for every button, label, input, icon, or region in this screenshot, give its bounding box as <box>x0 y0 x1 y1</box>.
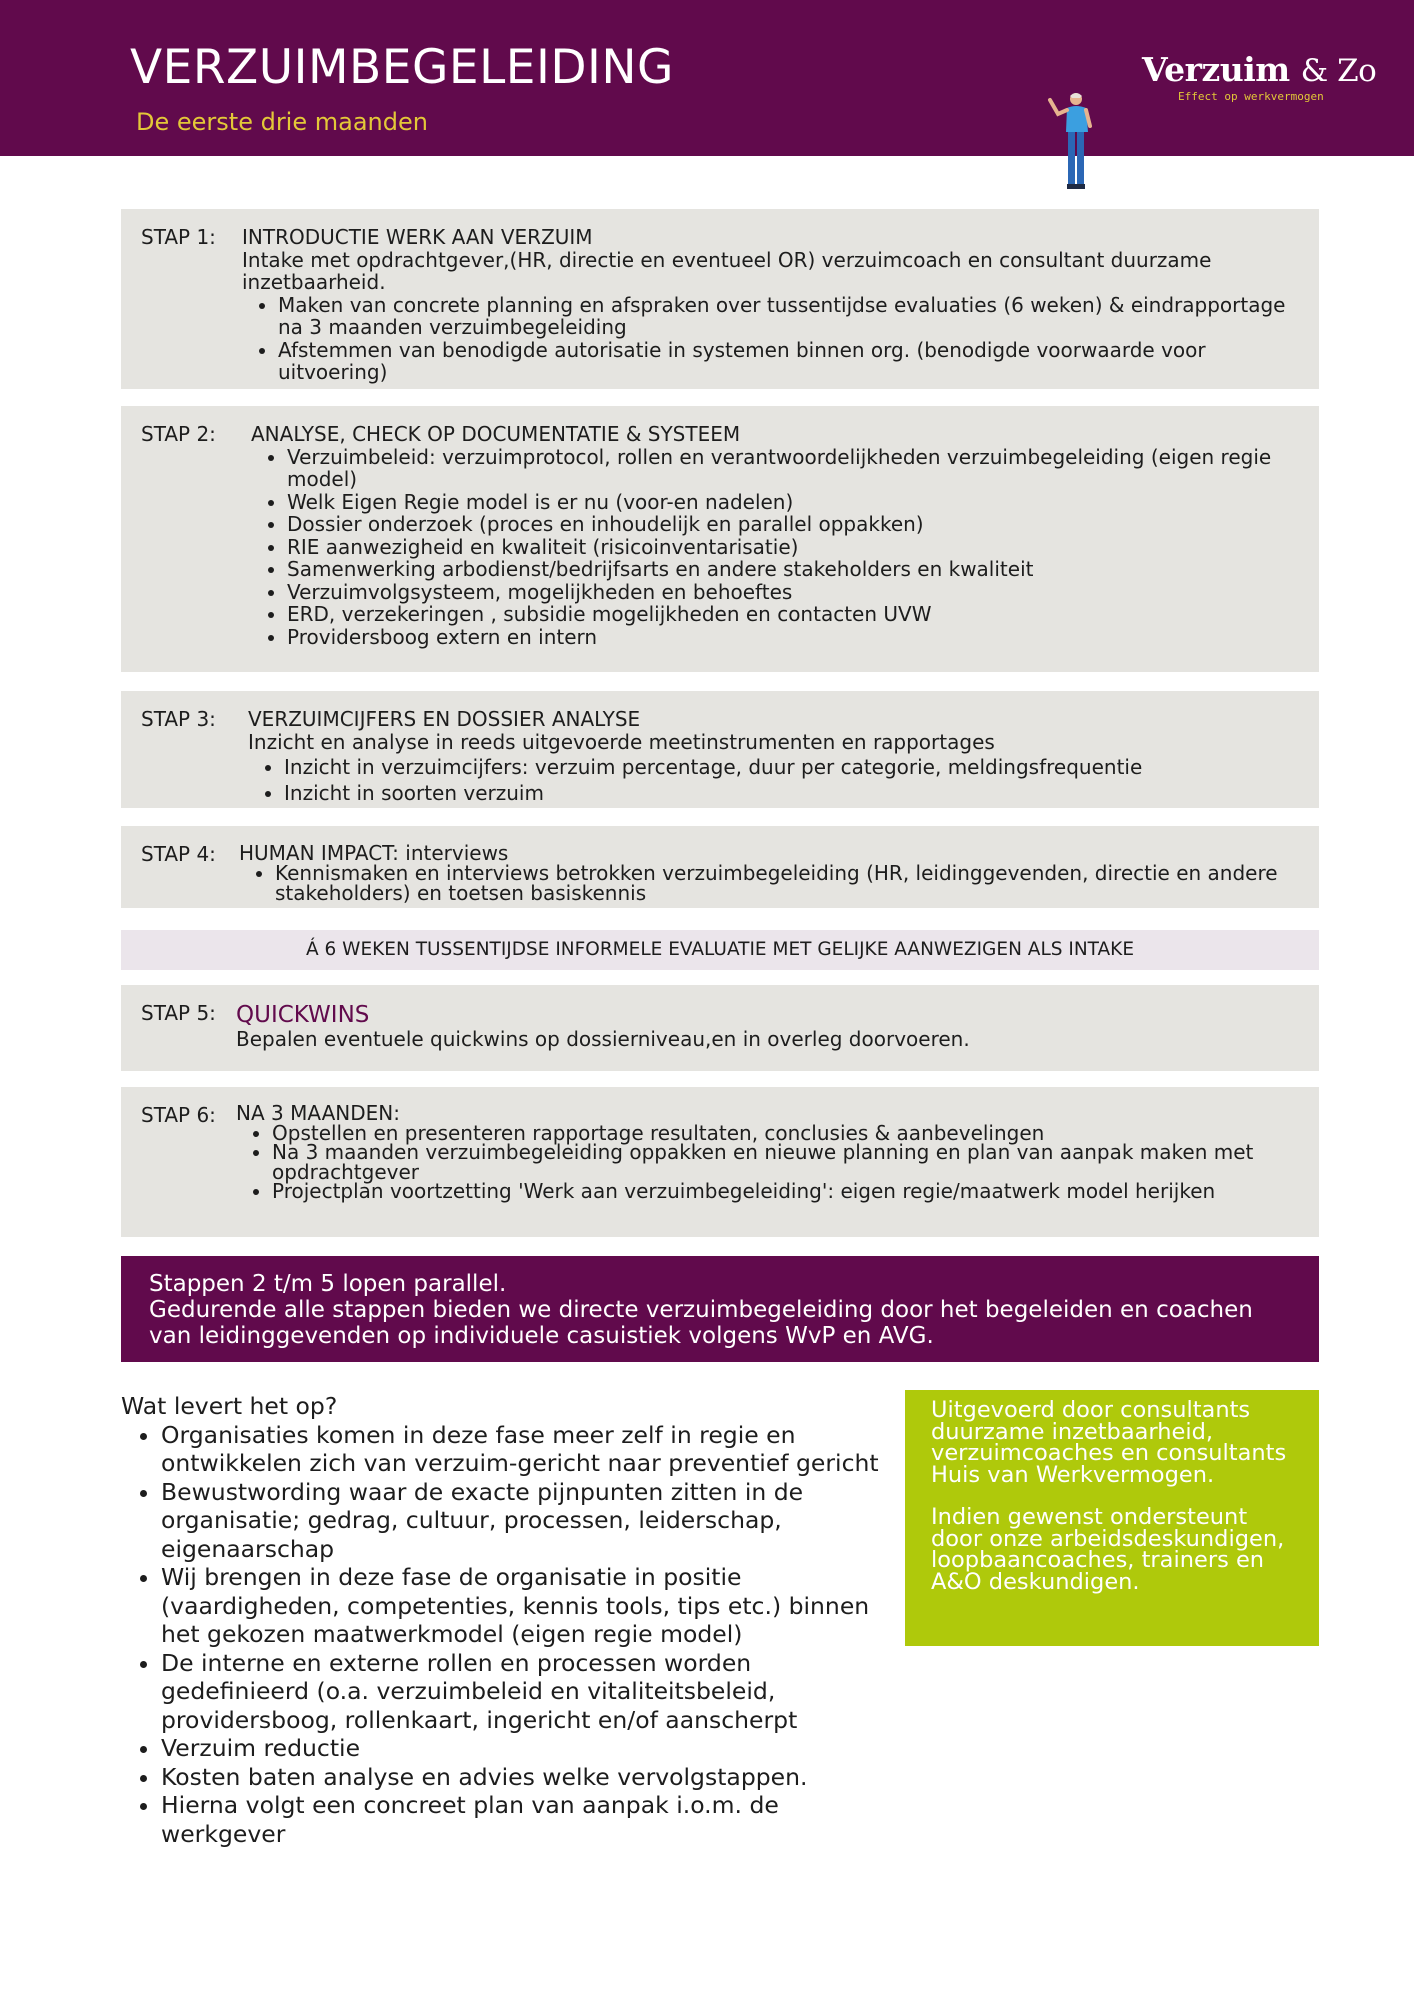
step-6-heading: NA 3 MAANDEN: <box>236 1101 400 1125</box>
step-6-body <box>236 1101 1295 1203</box>
list-item: • Afstemmen van benodigde autorisatie in systemen binnen org. (benodigde voorwaarde voor uitvoering) <box>278 339 1295 384</box>
list-item: • Organisaties komen in deze fase meer zelf in regie en ontwikkelen zich van verzuim-gericht naar preventief gericht <box>161 1421 881 1478</box>
step-3-box <box>121 691 1319 808</box>
list-item: • Welk Eigen Regie model is er nu (voor-en nadelen) <box>287 491 1295 514</box>
page-subtitle: De eerste drie maanden <box>136 108 428 136</box>
step-1-body <box>242 226 1295 384</box>
step-1-heading: INTRODUCTIE WERK AAN VERZUIM <box>242 225 593 249</box>
list-item: • Verzuimbeleid: verzuimprotocol, rollen en verantwoordelijkheden verzuimbegeleiding (eigen regie model) <box>287 446 1295 491</box>
step-1-label: STAP 1: <box>141 225 216 249</box>
step-3-body <box>248 708 1295 804</box>
step-2-list <box>251 446 1295 649</box>
list-item: • Na 3 maanden verzuimbegeleiding oppakken en nieuwe planning en plan van aanpak maken met opdrachtgever <box>272 1143 1295 1182</box>
step-2-box <box>121 406 1319 672</box>
list-item: • Projectplan voortzetting 'Werk aan verzuimbegeleiding': eigen regie/maatwerk model herijken <box>272 1182 1295 1202</box>
parallel-note-box <box>121 1256 1319 1362</box>
list-item: • Inzicht in soorten verzuim <box>284 782 1295 805</box>
list-item: • Opstellen en presenteren rapportage resultaten, conclusies & aanbevelingen <box>272 1124 1295 1144</box>
list-item: • Inzicht in verzuimcijfers: verzuim percentage, duur per categorie, meldingsfrequentie <box>284 756 1295 779</box>
step-4-heading: HUMAN IMPACT: interviews <box>239 841 509 865</box>
consultants-box <box>905 1390 1319 1646</box>
step-3-label: STAP 3: <box>141 707 216 731</box>
step-2-body <box>251 423 1295 648</box>
step-6-box <box>121 1087 1319 1237</box>
list-item: • Bewustwording waar de exacte pijnpunten zitten in de organisatie; gedrag, cultuur, processen, leiderschap, eigenaarschap <box>161 1478 881 1564</box>
logo-tagline: Effect op werkvermogen <box>1178 90 1324 103</box>
list-item: • Hierna volgt een concreet plan van aanpak i.o.m. de werkgever <box>161 1791 881 1848</box>
logo-name: Verzuim <box>1142 50 1290 89</box>
list-item: • Maken van concrete planning en afspraken over tussentijdse evaluaties (6 weken) & eindrapportage na 3 maanden verzuimbegeleiding <box>278 294 1295 339</box>
yield-title: Wat levert het op? <box>121 1392 338 1420</box>
list-item: • Kosten baten analyse en advies welke vervolgstappen. <box>161 1763 881 1792</box>
step-3-list <box>248 756 1295 804</box>
step-3-text: Inzicht en analyse in reeds uitgevoerde meetinstrumenten en rapportages <box>248 729 995 754</box>
step-1-box <box>121 209 1319 389</box>
list-item: • Wij brengen in deze fase de organisatie in positie (vaardigheden, competenties, kennis tools, tips etc.) binnen het gekozen maatwerkmodel (eigen regie model) <box>161 1563 881 1649</box>
step-1-text: Intake met opdrachtgever,(HR, directie en eventueel OR) verzuimcoach en consultant duurzame inzetbaarheid. <box>242 247 1212 294</box>
list-item: • Samenwerking arbodienst/bedrijfsarts en andere stakeholders en kwaliteit <box>287 558 1295 581</box>
step-5-heading: QUICKWINS <box>236 1002 370 1028</box>
logo-wordmark <box>1142 50 1376 89</box>
step-3-heading: VERZUIMCIJFERS EN DOSSIER ANALYSE <box>248 707 641 731</box>
page-title: VERZUIMBEGELEIDING <box>130 40 674 95</box>
step-4-body <box>239 843 1295 903</box>
step-5-box <box>121 985 1319 1071</box>
list-item: • De interne en externe rollen en processen worden gedefinieerd (o.a. verzuimbeleid en vitaliteitsbeleid, providersboog, rollenkaart, ingericht en/of aanscherpt <box>161 1649 881 1735</box>
support-text: Indien gewenst ondersteunt door onze arbeidsdeskundigen, loopbaancoaches, trainers en A&O deskundigen. <box>931 1504 1285 1595</box>
list-item: • Verzuim reductie <box>161 1734 881 1763</box>
step-5-body <box>236 1002 1295 1051</box>
list-item: • ERD, verzekeringen , subsidie mogelijkheden en contacten UVW <box>287 603 1295 626</box>
person-illustration <box>1036 92 1096 196</box>
yield-list <box>121 1421 881 1849</box>
list-item: • Kennismaken en interviews betrokken verzuimbegeleiding (HR, leidinggevenden, directie en andere stakeholders) en toetsen basiskennis <box>275 863 1295 903</box>
logo-amp: & Zo <box>1300 53 1377 89</box>
parallel-line-2: Gedurende alle stappen bieden we directe verzuimbegeleiding door het begeleiden en coachen van leidinggevenden op individuele casuistiek volgens WvP en AVG. <box>149 1297 1253 1349</box>
list-item: • Providersboog extern en intern <box>287 626 1295 649</box>
list-item: • RIE aanwezigheid en kwaliteit (risicoinventarisatie) <box>287 536 1295 559</box>
step-6-list <box>236 1120 1295 1203</box>
step-4-list <box>239 863 1295 903</box>
list-item: • Dossier onderzoek (proces en inhoudelijk en parallel oppakken) <box>287 513 1295 536</box>
header-banner <box>0 0 1414 156</box>
step-4-box <box>121 826 1319 908</box>
yield-section <box>121 1392 881 1848</box>
step-5-label: STAP 5: <box>141 1001 216 1025</box>
step-1-list <box>242 294 1295 384</box>
step-5-text: Bepalen eventuele quickwins op dossierniveau,en in overleg doorvoeren. <box>236 1027 970 1051</box>
step-6-label: STAP 6: <box>141 1103 216 1127</box>
parallel-line-1: Stappen 2 t/m 5 lopen parallel. <box>149 1271 507 1297</box>
evaluation-banner: Á 6 WEKEN TUSSENTIJDSE INFORMELE EVALUATIE MET GELIJKE AANWEZIGEN ALS INTAKE <box>121 930 1319 970</box>
brand-logo <box>1142 50 1377 103</box>
step-2-heading: ANALYSE, CHECK OP DOCUMENTATIE & SYSTEEM <box>251 422 741 446</box>
list-item: • Verzuimvolgsysteem, mogelijkheden en behoeftes <box>287 581 1295 604</box>
consultants-text: Uitgevoerd door consultants duurzame inzetbaarheid, verzuimcoaches en consultants Huis van Werkvermogen. <box>931 1397 1287 1488</box>
step-4-label: STAP 4: <box>141 842 216 866</box>
step-2-label: STAP 2: <box>141 422 216 446</box>
